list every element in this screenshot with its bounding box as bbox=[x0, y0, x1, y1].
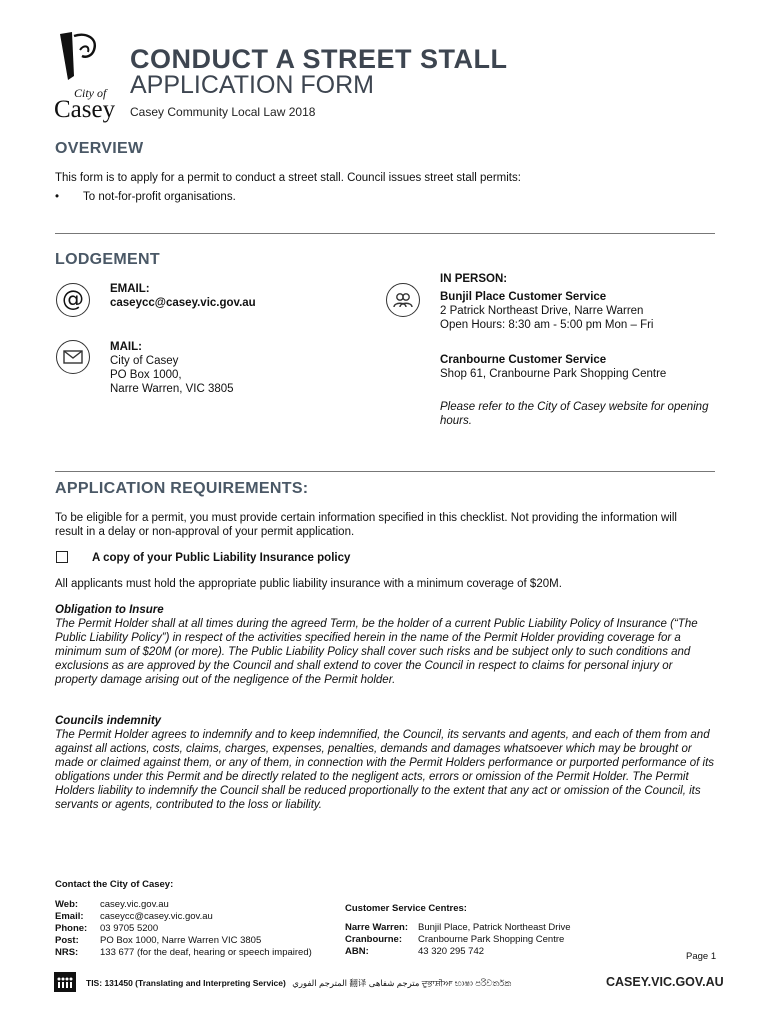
centre1-address: 2 Patrick Northeast Drive, Narre Warren bbox=[440, 305, 644, 317]
contact-label: Email: bbox=[55, 911, 84, 922]
obligation-heading: Obligation to Insure bbox=[55, 604, 164, 616]
centre-cranbourne: Cranbourne Park Shopping Centre bbox=[418, 934, 565, 945]
contact-heading: Contact the City of Casey: bbox=[55, 879, 174, 890]
centre-narre-warren: Bunjil Place, Patrick Northeast Drive bbox=[418, 922, 571, 933]
mail-line-2: PO Box 1000, bbox=[110, 369, 182, 381]
in-person-label: IN PERSON: bbox=[440, 273, 508, 285]
tis-line bbox=[86, 977, 511, 989]
contact-label: Web: bbox=[55, 899, 79, 910]
contact-post: PO Box 1000, Narre Warren VIC 3805 bbox=[100, 935, 262, 946]
requirements-intro: To be eligible for a permit, you must provide certain information specified in this checklist. Not providing the information will result in a delay or non-approval of your permit application. bbox=[55, 512, 677, 538]
people-icon bbox=[386, 283, 420, 317]
coverage-requirement: All applicants must hold the appropriate public liability insurance with a minimum coverage of $20M. bbox=[55, 578, 562, 590]
email-at-icon: @ bbox=[56, 283, 90, 317]
opening-hours-note: Please refer to the City of Casey website for opening hours. bbox=[440, 401, 709, 427]
contact-phone: 03 9705 5200 bbox=[100, 923, 159, 934]
mail-line-1: City of Casey bbox=[110, 355, 179, 367]
contact-web[interactable]: casey.vic.gov.au bbox=[100, 899, 169, 910]
insurance-checkbox[interactable] bbox=[56, 551, 68, 563]
website-link[interactable]: CASEY.VIC.GOV.AU bbox=[606, 975, 724, 989]
indemnity-text: The Permit Holder agrees to indemnify and to keep indemnified, the Council, its servants and agents, and each of them from and against all actions, costs, claims, charges, expenses, penalties, demands and damages whatsoever which may be brought or made or claimed against them, or any of them, in connection with the Permit Holders performance or purported performance of its obligations under this Permit and be directly related to the negligent acts, errors or omission of the Permit Holder. The Permit Holders liability to indemnify the Council shall be reduced proportionally to the extent that any act or omission of the Council, its servants or agents, contributed to the loss or liability. bbox=[55, 729, 715, 811]
email-value[interactable]: caseycc@casey.vic.gov.au bbox=[110, 297, 256, 309]
mail-label: MAIL: bbox=[110, 341, 142, 353]
insurance-checklist-item: A copy of your Public Liability Insurance policy bbox=[92, 552, 351, 564]
tis-text: 131450 (Translating and Interpreting Service) bbox=[104, 978, 286, 988]
lodgement-heading: LODGEMENT bbox=[55, 251, 160, 268]
mail-line-3: Narre Warren, VIC 3805 bbox=[110, 383, 234, 395]
contact-label: NRS: bbox=[55, 947, 79, 958]
tis-people-icon bbox=[54, 972, 76, 992]
contact-label: Post: bbox=[55, 935, 79, 946]
centre1-hours: Open Hours: 8:30 am - 5:00 pm Mon – Fri bbox=[440, 319, 654, 331]
contact-email[interactable]: caseycc@casey.vic.gov.au bbox=[100, 911, 213, 922]
overview-bullet-list bbox=[55, 190, 236, 204]
bullet-icon: • bbox=[55, 191, 60, 203]
tis-languages: المترجم الفوري 翻译 مترجم شفاهی ਦੁਭਾਸ਼ੀਆ භාෂා පරිවර්තක bbox=[292, 978, 512, 988]
casey-leaf-logo-icon bbox=[52, 30, 112, 90]
centre-label: ABN: bbox=[345, 946, 369, 957]
centre-label: Cranbourne: bbox=[345, 934, 402, 945]
centre-label: Narre Warren: bbox=[345, 922, 409, 933]
overview-bullet: To not-for-profit organisations. bbox=[83, 191, 236, 203]
email-label: EMAIL: bbox=[110, 283, 150, 295]
logo-text-small: City of bbox=[74, 86, 107, 100]
overview-intro: This form is to apply for a permit to conduct a street stall. Council issues street stall permits: bbox=[55, 172, 521, 184]
section-divider bbox=[55, 471, 715, 472]
centre2-address: Shop 61, Cranbourne Park Shopping Centre bbox=[440, 368, 667, 380]
section-divider bbox=[55, 233, 715, 234]
obligation-text: The Permit Holder shall at all times during the agreed Term, be the holder of a current Public Liability Policy of Insurance (“The Public Liability Policy”) in respect of the activities specified herein in the name of the Permit Holder providing coverage for a minimum sum of $20M (or more). The Public Liability Policy shall cover such risks and be subject only to such conditions and exclusions as are approved by the Council and shall extend to cover the Council in respect to claims for personal injury or property damage arising out of the negligence of the Permit holder. bbox=[55, 618, 698, 686]
indemnity-heading: Councils indemnity bbox=[55, 715, 162, 727]
page-number: Page 1 bbox=[686, 951, 717, 962]
page-subtitle-form: APPLICATION FORM bbox=[130, 71, 375, 99]
abn-value: 43 320 295 742 bbox=[418, 946, 485, 957]
overview-heading: OVERVIEW bbox=[55, 140, 144, 157]
requirements-heading: APPLICATION REQUIREMENTS: bbox=[55, 480, 309, 497]
local-law-reference: Casey Community Local Law 2018 bbox=[130, 105, 316, 119]
page-title: CONDUCT A STREET STALL bbox=[130, 44, 508, 74]
centre2-name: Cranbourne Customer Service bbox=[440, 354, 607, 366]
tis-label: TIS: bbox=[86, 978, 103, 988]
contact-nrs: 133 677 (for the deaf, hearing or speech impaired) bbox=[100, 947, 312, 958]
mail-envelope-icon bbox=[56, 340, 90, 374]
contact-label: Phone: bbox=[55, 923, 88, 934]
logo-text-large: Casey bbox=[54, 96, 116, 123]
centre1-name: Bunjil Place Customer Service bbox=[440, 291, 607, 303]
centres-heading: Customer Service Centres: bbox=[345, 903, 467, 914]
